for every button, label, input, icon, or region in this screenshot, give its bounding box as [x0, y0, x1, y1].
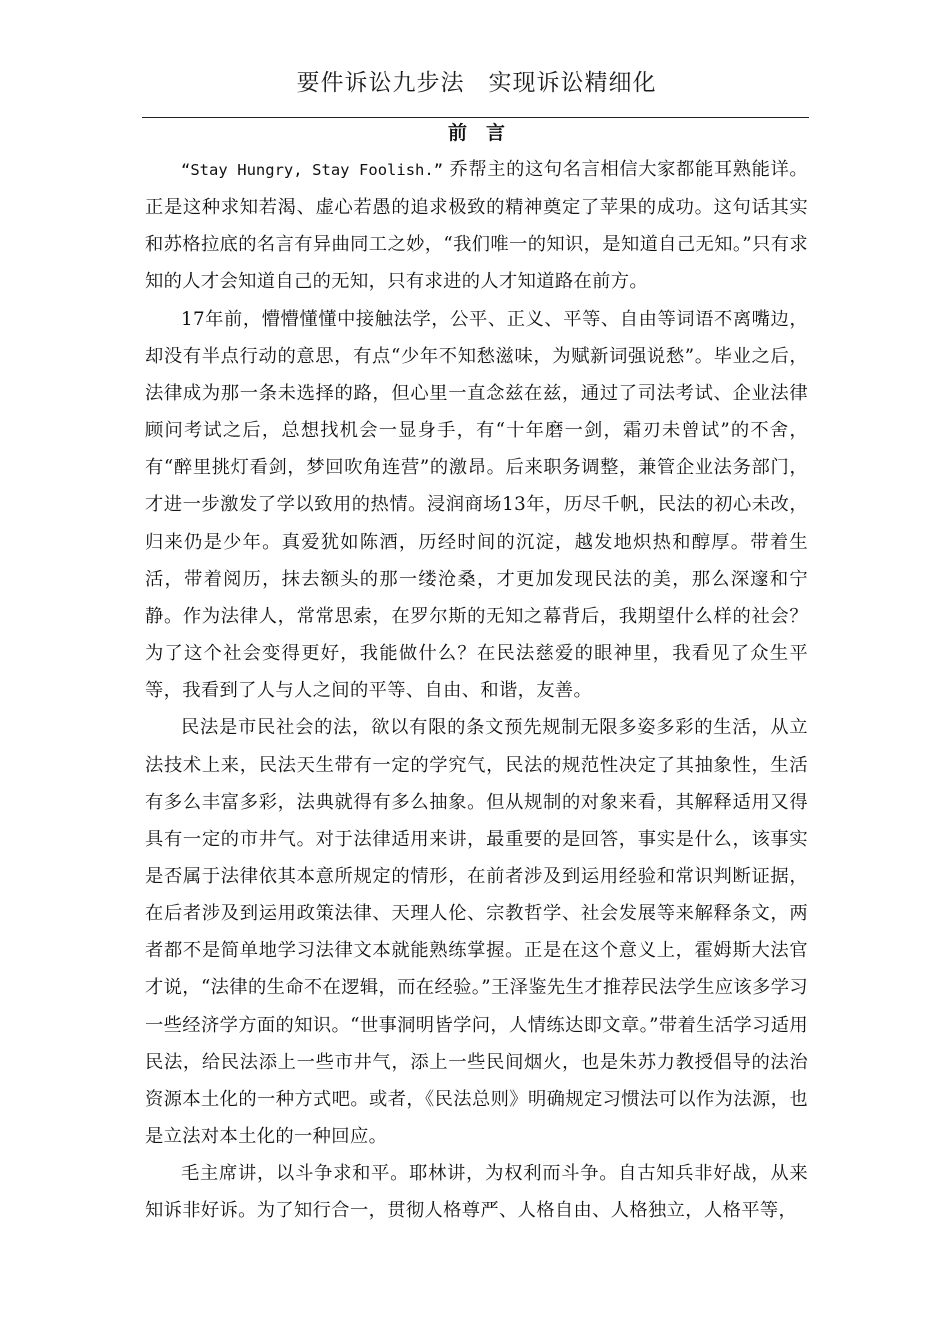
paragraph-1	[145, 151, 808, 301]
document-header: 要件诉讼九步法 实现诉讼精细化	[296, 70, 657, 96]
paragraph-3: 民法是市民社会的法，欲以有限的条文预先规制无限多姿多彩的生活，从立法技术上来，民法天生带有一定的学究气，民法的规范性决定了其抽象性，生活有多么丰富多彩，法典就得有多么抽象。但从规制的对象来看，其解释适用又得具有一定的市井气。对于法律适用来讲，最重要的是回答，事实是什么，该事实是否属于法律依其本意所规定的情形，在前者涉及到运用经验和常识判断证据，在后者涉及到运用政策法律、天理人伦、宗教哲学、社会发展等来解释条文，两者都不是简单地学习法律文本就能熟练掌握。正是在这个意义上，霍姆斯大法官才说，“法律的生命不在逻辑，而在经验。”王泽鉴先生才推荐民法学生应该多学习一些经济学方面的知识。“世事洞明皆学问，人情练达即文章。”带着生活学习适用民法，给民法添上一些市井气，添上一些民间烟火，也是朱苏力教授倡导的法治资源本土化的一种方式吧。或者，《民法总则》明确规定习惯法可以作为法源，也是立法对本土化的一种回应。	[145, 717, 808, 1148]
paragraph-4: 毛主席讲，以斗争求和平。耶林讲，为权利而斗争。自古知兵非好战，从来知诉非好诉。为了知行合一，贯彻人格尊严、人格自由、人格独立，人格平等，	[145, 1163, 808, 1222]
english-quote: “Stay Hungry, Stay Foolish.”	[181, 161, 444, 179]
paragraph-1-text: 乔帮主的这句名言相信大家都能耳熟能详。正是这种求知若渴、虚心若愚的追求极致的精神奠定了苹果的成功。这句话其实和苏格拉底的名言有异曲同工之妙，“我们唯一的知识，是知道自己无知。”只有求知的人才会知道自己的无知，只有求进的人才知道路在前方。	[145, 159, 808, 293]
paragraph-2: 17年前，懵懵懂懂中接触法学，公平、正义、平等、自由等词语不离嘴边，却没有半点行动的意思，有点“少年不知愁滋味，为赋新词强说愁”。毕业之后，法律成为那一条未选择的路，但心里一直念兹在兹，通过了司法考试、企业法律顾问考试之后，总想找机会一显身手，有“十年磨一剑，霜刃未曾试”的不舍，有“醉里挑灯看剑，梦回吹角连营”的激昂。后来职务调整，兼管企业法务部门，才进一步激发了学以致用的热情。浸润商场13年，历尽千帆，民法的初心未改，归来仍是少年。真爱犹如陈酒，历经时间的沉淀，越发地炽热和醇厚。带着生活，带着阅历，抹去额头的那一缕沧桑，才更加发现民法的美，那么深邃和宁静。作为法律人，常常思索，在罗尔斯的无知之幕背后，我期望什么样的社会？为了这个社会变得更好，我能做什么？在民法慈爱的眼神里，我看见了众生平等，我看到了人与人之间的平等、自由、和谐，友善。	[145, 308, 808, 702]
document-body	[145, 151, 808, 1230]
section-title: 前 言	[447, 122, 505, 144]
